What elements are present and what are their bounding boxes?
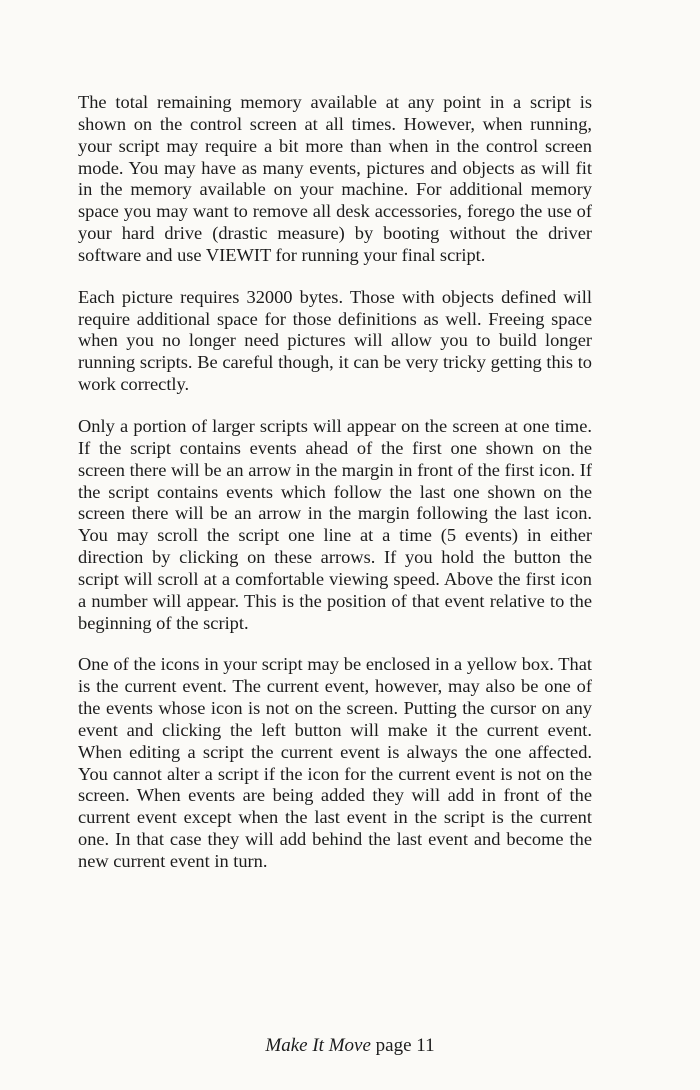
paragraph-script-scrolling: Only a portion of larger scripts will appear on the screen at one time. If the script contains events ahead of the first one shown on the screen there will be an arrow in the margin in front of the first icon. If the script contains events which follow the last one shown on the screen there will be an arrow in the margin following the last icon. You may scroll the script one line at a time (5 events) in either direction by clicking on these arrows. If you hold the button the script will scroll at a comfortable viewing speed. Above the first icon a number will appear. This is the position of that event relative to the beginning of the script. [78, 415, 592, 633]
paragraph-current-event: One of the icons in your script may be enclosed in a yellow box. That is the current event. The current event, however, may also be one of the events whose icon is not on the screen. Putting the cursor on any event and clicking the left button will make it the current event. When editing a script the current event is always the one affected. You cannot alter a script if the icon for the current event is not on the screen. When events are being added they will add in front of the current event except when the last event in the script is the current one. In that case they will add behind the last event and become the new current event in turn. [78, 654, 592, 871]
paragraph-picture-size: Each picture requires 32000 bytes. Those with objects defined will require additional space for those definitions as well. Freeing space when you no longer need pictures will allow you to build longer running scripts. Be careful though, it can be very tricky getting this to work correctly. [78, 286, 592, 395]
paragraph-memory: The total remaining memory available at any point in a script is shown on the control screen at all times. However, when running, your script may require a bit more than when in the control screen mode. You may have as many events, pictures and objects as will fit in the memory available on your machine. For additional memory space you may want to remove all desk accessories, forego the use of your hard drive (drastic measure) by booting without the driver software and use VIEWIT for running your final script. [78, 92, 592, 265]
footer-page-number: page 11 [375, 1035, 435, 1056]
footer-book-title: Make It Move [265, 1035, 371, 1056]
page-footer [0, 1035, 700, 1057]
page-body [78, 92, 592, 893]
